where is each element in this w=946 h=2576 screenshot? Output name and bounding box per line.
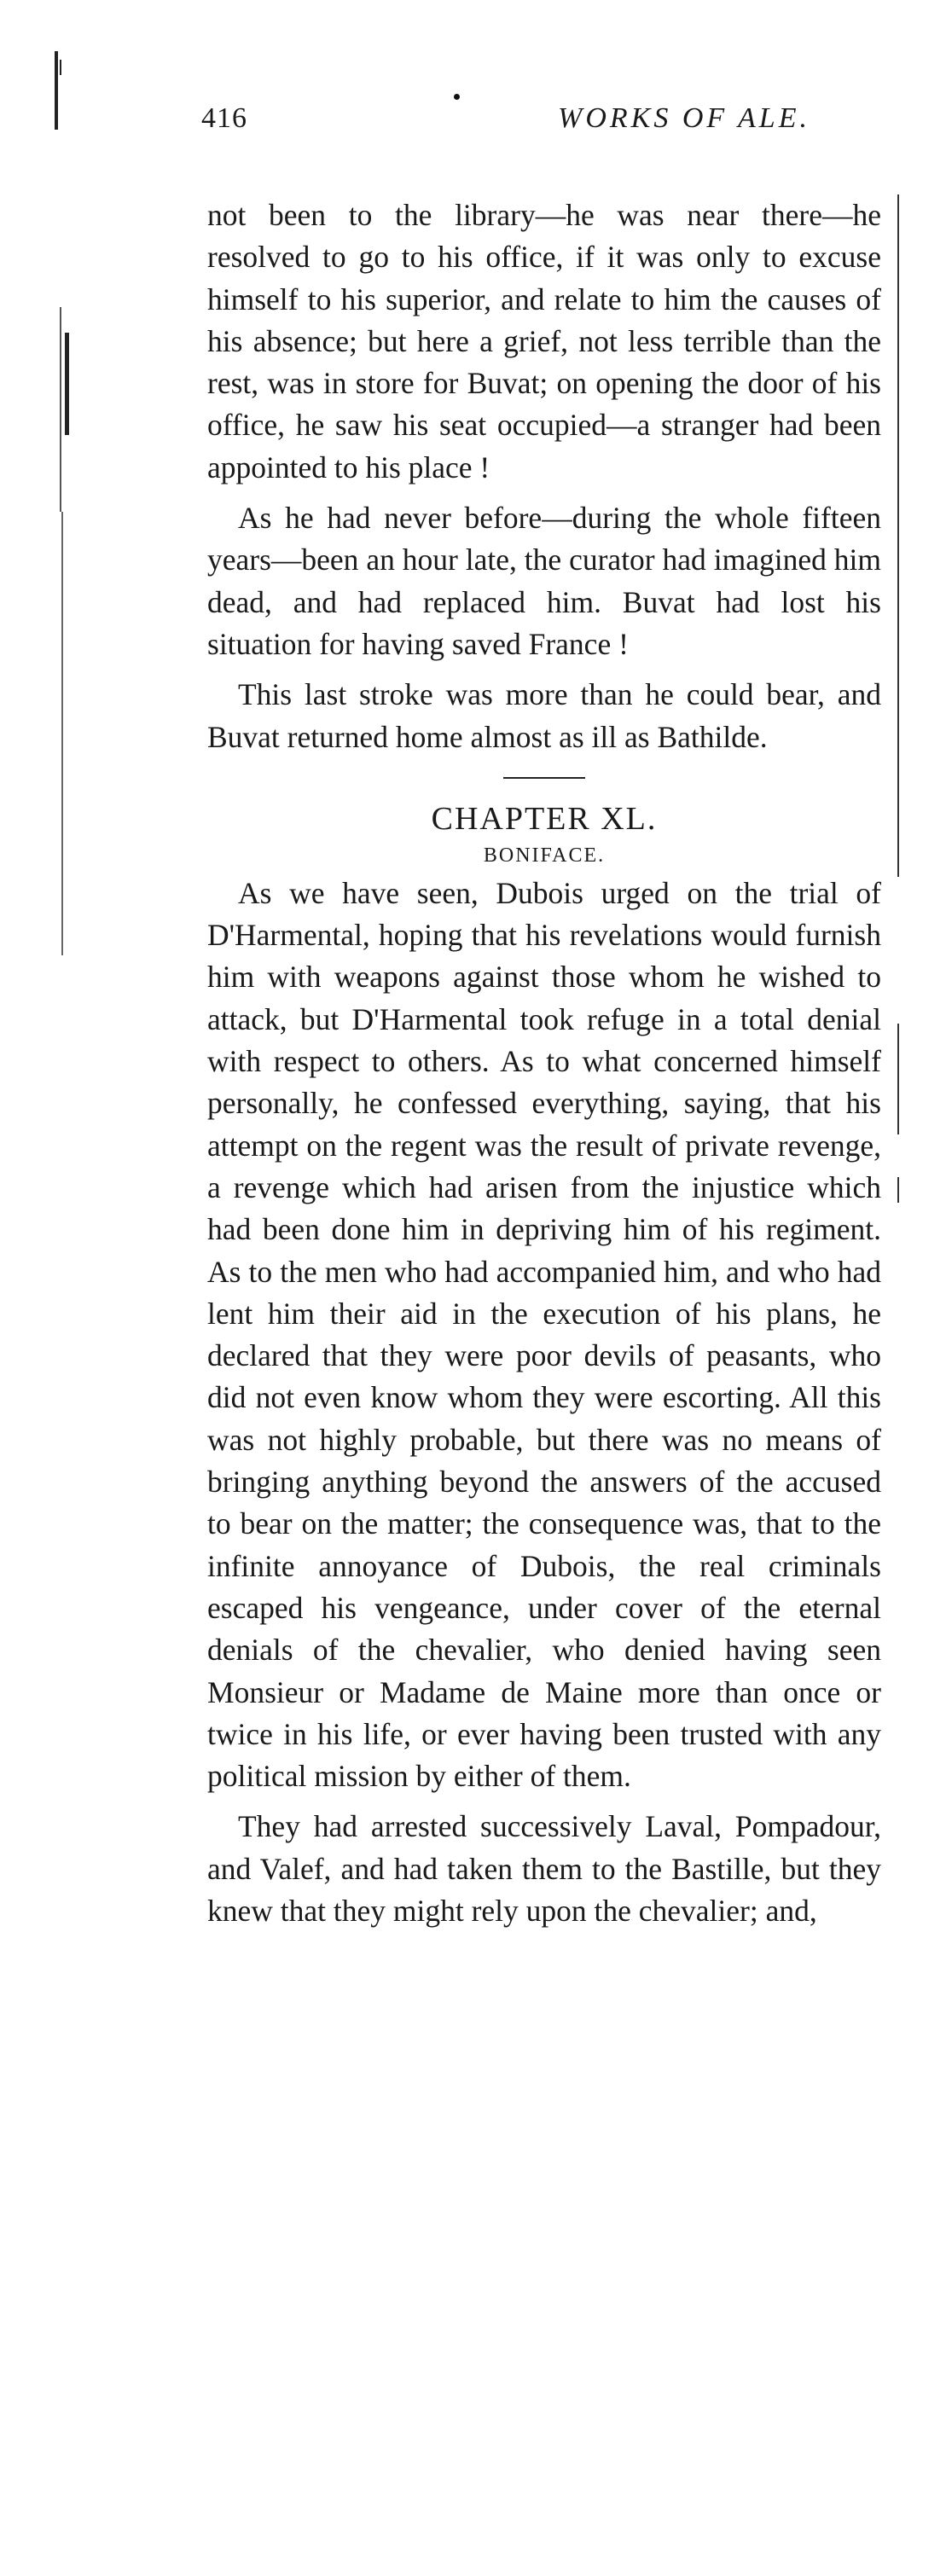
binding-edge-mark [55,51,58,130]
page-number: 416 [201,102,247,134]
printer-dot [454,94,460,100]
column-rule [897,1177,899,1203]
binding-edge-mark [61,512,63,955]
paragraph: They had arrested successively Laval, Pompadour, and Valef, and had taken them to the Bastille, but they knew that they might rely upon the chevalier; and, [207,1809,881,1928]
binding-edge-mark [65,333,69,435]
paragraph: This last stroke was more than he could bear, and Buvat returned home almost as ill as Bathilde. [207,677,881,754]
page-header [201,102,946,154]
running-title: WORKS OF ALE. [558,102,810,134]
paragraph: As he had never before—during the whole fifteen years—been an hour late, the curator had imagined him dead, and had replaced him. Buvat had lost his situation for having saved France ! [207,501,881,661]
paragraph: not been to the library—he was near there—he resolved to go to his office, if it was only to excuse himself to his superior, and relate to him the causes of his absence; but here a grief, not less terrible than the rest, was in store for Buvat; on opening the door of his office, he saw his seat occupied—a stranger had been appointed to his place ! [207,198,881,484]
chapter-subtitle: BONIFACE. [483,844,606,867]
column-rule [897,194,899,877]
column-rule [897,1024,899,1134]
section-divider [503,777,585,779]
main-text-column [207,194,881,1932]
binding-edge-mark [60,307,61,512]
paragraph: As we have seen, Dubois urged on the trial of D'Harmental, hoping that his revelations would furnish him with weapons against those whom he wished to attack, but D'Harmental took refuge in a total denial with respect to others. As to what concerned himself personally, he confessed everything, saying, that his attempt on the regent was the result of private revenge, a revenge which had arisen from the injustice which had been done him in depriving him of his regiment. As to the men who had accompanied him, and who had lent him their aid in the execution of his plans, he declared that they were poor devils of peasants, who did not even know whom they were escorting. All this was not highly probable, but there was no means of bringing anything beyond the answers of the accused to bear on the matter; the consequence was, that to the infinite annoyance of Dubois, the real criminals escaped his vengeance, under cover of the eternal denials of the chevalier, who denied having seen Monsieur or Madame de Maine more than once or twice in his life, or ever having been trusted with any political mission by either of them. [207,875,881,1794]
binding-edge-mark [60,60,61,75]
chapter-title: CHAPTER XL. [431,800,658,837]
